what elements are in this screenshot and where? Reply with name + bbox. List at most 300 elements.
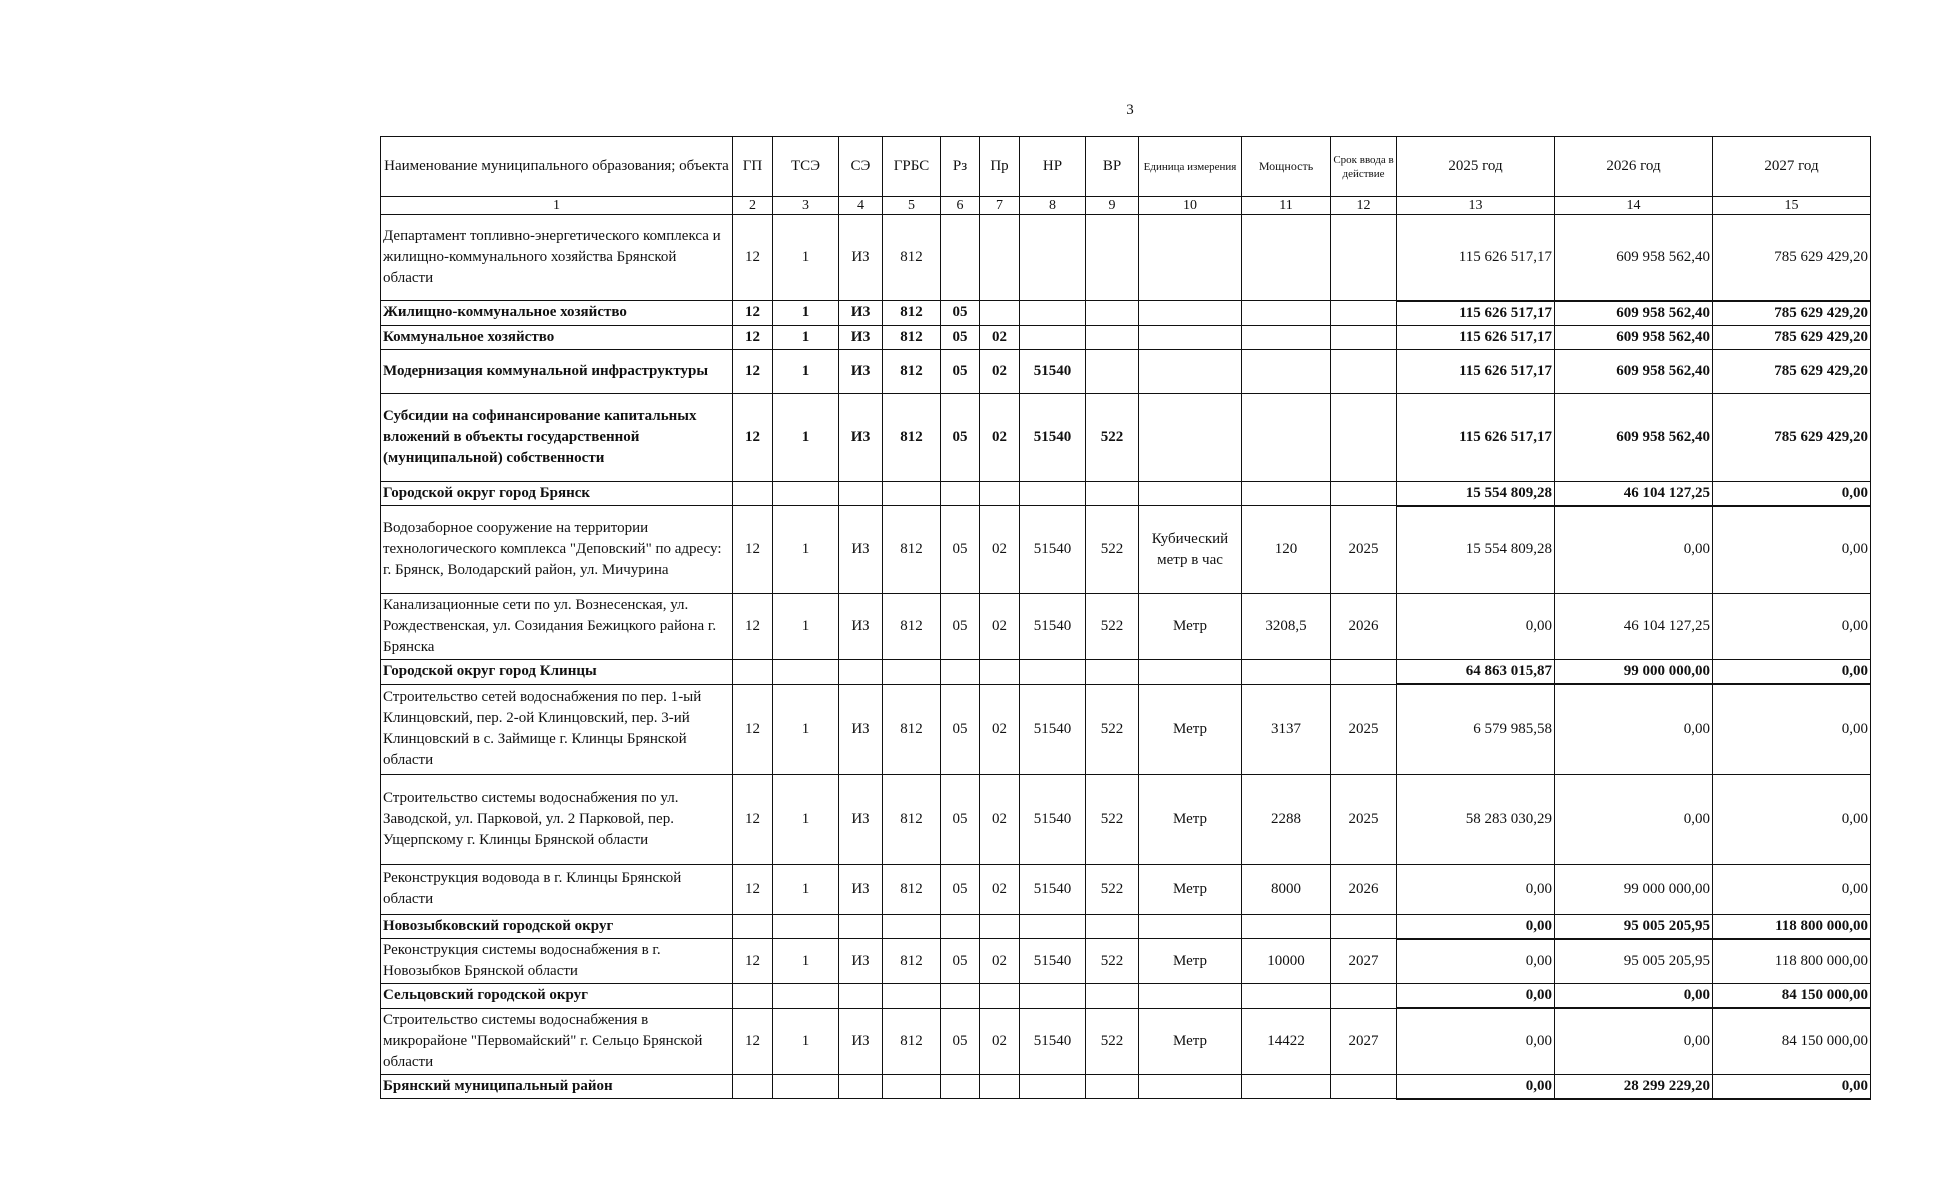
row-vr xyxy=(1086,301,1139,326)
column-number: 2 xyxy=(733,197,773,215)
row-nr: 51540 xyxy=(1020,684,1086,774)
row-vr: 522 xyxy=(1086,939,1139,984)
row-power: 14422 xyxy=(1242,1008,1331,1074)
row-gp xyxy=(733,481,773,506)
row-unit: Метр xyxy=(1139,939,1242,984)
row-grbs: 812 xyxy=(883,684,941,774)
row-rz: 05 xyxy=(941,939,980,984)
row-grbs: 812 xyxy=(883,325,941,349)
row-amount-2026: 28 299 229,20 xyxy=(1555,1074,1713,1099)
row-gp: 12 xyxy=(733,506,773,594)
row-amount-2027: 0,00 xyxy=(1713,594,1871,660)
row-grbs: 812 xyxy=(883,301,941,326)
row-grbs: 812 xyxy=(883,864,941,914)
row-amount-2026: 0,00 xyxy=(1555,984,1713,1009)
row-gp xyxy=(733,914,773,939)
row-name: Департамент топливно-энергетического комплекса и жилищно-коммунального хозяйства Брянской области xyxy=(381,215,733,301)
row-vr: 522 xyxy=(1086,393,1139,481)
row-se: ИЗ xyxy=(839,594,883,660)
row-se: ИЗ xyxy=(839,506,883,594)
row-grbs: 812 xyxy=(883,393,941,481)
column-number: 10 xyxy=(1139,197,1242,215)
row-pr xyxy=(980,481,1020,506)
header-2026: 2026 год xyxy=(1555,137,1713,197)
row-rz: 05 xyxy=(941,1008,980,1074)
row-grbs xyxy=(883,1074,941,1099)
row-pr: 02 xyxy=(980,349,1020,393)
row-amount-2027: 0,00 xyxy=(1713,864,1871,914)
table-row xyxy=(381,506,1871,594)
row-pr: 02 xyxy=(980,594,1020,660)
row-rz: 05 xyxy=(941,301,980,326)
row-power xyxy=(1242,481,1331,506)
row-power xyxy=(1242,1074,1331,1099)
row-rz xyxy=(941,481,980,506)
row-grbs: 812 xyxy=(883,774,941,864)
row-vr xyxy=(1086,325,1139,349)
column-number: 13 xyxy=(1397,197,1555,215)
row-rz xyxy=(941,1074,980,1099)
row-unit xyxy=(1139,984,1242,1009)
row-power xyxy=(1242,349,1331,393)
row-unit: Кубический метр в час xyxy=(1139,506,1242,594)
row-unit xyxy=(1139,393,1242,481)
row-power xyxy=(1242,393,1331,481)
header-pr: Пр xyxy=(980,137,1020,197)
row-term xyxy=(1331,325,1397,349)
row-vr: 522 xyxy=(1086,506,1139,594)
row-tse: 1 xyxy=(773,215,839,301)
row-se xyxy=(839,1074,883,1099)
row-tse: 1 xyxy=(773,939,839,984)
row-power xyxy=(1242,301,1331,326)
row-tse: 1 xyxy=(773,684,839,774)
page-number: 3 xyxy=(1126,102,1134,118)
table-row xyxy=(381,215,1871,301)
row-nr: 51540 xyxy=(1020,864,1086,914)
row-grbs: 812 xyxy=(883,349,941,393)
row-name: Строительство системы водоснабжения в микрорайоне "Первомайский" г. Сельцо Брянской области xyxy=(381,1008,733,1074)
row-grbs: 812 xyxy=(883,939,941,984)
table-row xyxy=(381,684,1871,774)
row-term xyxy=(1331,301,1397,326)
row-power xyxy=(1242,984,1331,1009)
row-se xyxy=(839,984,883,1009)
row-power: 8000 xyxy=(1242,864,1331,914)
row-pr xyxy=(980,301,1020,326)
row-amount-2026: 46 104 127,25 xyxy=(1555,594,1713,660)
row-amount-2027: 118 800 000,00 xyxy=(1713,914,1871,939)
row-grbs: 812 xyxy=(883,506,941,594)
row-amount-2026: 46 104 127,25 xyxy=(1555,481,1713,506)
row-gp: 12 xyxy=(733,301,773,326)
row-name: Реконструкция системы водоснабжения в г. Новозыбков Брянской области xyxy=(381,939,733,984)
row-unit xyxy=(1139,914,1242,939)
row-amount-2025: 15 554 809,28 xyxy=(1397,506,1555,594)
row-se: ИЗ xyxy=(839,215,883,301)
row-nr: 51540 xyxy=(1020,1008,1086,1074)
header-unit: Единица измерения xyxy=(1139,137,1242,197)
row-amount-2025: 0,00 xyxy=(1397,939,1555,984)
table-row xyxy=(381,914,1871,939)
row-term: 2025 xyxy=(1331,506,1397,594)
header-gp: ГП xyxy=(733,137,773,197)
row-amount-2027: 0,00 xyxy=(1713,774,1871,864)
row-term: 2026 xyxy=(1331,594,1397,660)
table-row xyxy=(381,594,1871,660)
row-name: Реконструкция водовода в г. Клинцы Брянской области xyxy=(381,864,733,914)
row-unit: Метр xyxy=(1139,774,1242,864)
row-se: ИЗ xyxy=(839,774,883,864)
row-vr xyxy=(1086,660,1139,685)
table-row xyxy=(381,1074,1871,1099)
row-se xyxy=(839,660,883,685)
row-tse: 1 xyxy=(773,1008,839,1074)
row-gp: 12 xyxy=(733,684,773,774)
row-power: 2288 xyxy=(1242,774,1331,864)
row-amount-2025: 0,00 xyxy=(1397,1074,1555,1099)
header-2025: 2025 год xyxy=(1397,137,1555,197)
row-se: ИЗ xyxy=(839,349,883,393)
header-term: Срок ввода в действие xyxy=(1331,137,1397,197)
row-tse: 1 xyxy=(773,864,839,914)
row-term xyxy=(1331,349,1397,393)
row-name: Новозыбковский городской округ xyxy=(381,914,733,939)
column-number: 11 xyxy=(1242,197,1331,215)
row-gp xyxy=(733,1074,773,1099)
row-tse xyxy=(773,1074,839,1099)
budget-table xyxy=(380,136,1871,1100)
row-pr: 02 xyxy=(980,939,1020,984)
row-gp: 12 xyxy=(733,939,773,984)
row-vr: 522 xyxy=(1086,774,1139,864)
row-grbs xyxy=(883,914,941,939)
row-nr: 51540 xyxy=(1020,594,1086,660)
row-amount-2025: 0,00 xyxy=(1397,984,1555,1009)
row-amount-2025: 0,00 xyxy=(1397,594,1555,660)
row-rz xyxy=(941,660,980,685)
row-vr xyxy=(1086,914,1139,939)
row-unit xyxy=(1139,1074,1242,1099)
row-rz xyxy=(941,215,980,301)
row-amount-2025: 115 626 517,17 xyxy=(1397,349,1555,393)
row-amount-2025: 15 554 809,28 xyxy=(1397,481,1555,506)
column-number: 6 xyxy=(941,197,980,215)
row-amount-2027: 0,00 xyxy=(1713,506,1871,594)
row-pr xyxy=(980,984,1020,1009)
row-tse: 1 xyxy=(773,774,839,864)
row-amount-2027: 785 629 429,20 xyxy=(1713,215,1871,301)
row-rz: 05 xyxy=(941,325,980,349)
row-grbs xyxy=(883,481,941,506)
column-number: 4 xyxy=(839,197,883,215)
row-tse: 1 xyxy=(773,506,839,594)
row-pr: 02 xyxy=(980,684,1020,774)
row-se: ИЗ xyxy=(839,1008,883,1074)
column-number: 8 xyxy=(1020,197,1086,215)
row-power: 10000 xyxy=(1242,939,1331,984)
row-nr: 51540 xyxy=(1020,506,1086,594)
row-name: Модернизация коммунальной инфраструктуры xyxy=(381,349,733,393)
header-nr: НР xyxy=(1020,137,1086,197)
row-tse: 1 xyxy=(773,301,839,326)
table-row xyxy=(381,481,1871,506)
row-name: Сельцовский городской округ xyxy=(381,984,733,1009)
row-amount-2025: 6 579 985,58 xyxy=(1397,684,1555,774)
row-term: 2025 xyxy=(1331,684,1397,774)
row-rz: 05 xyxy=(941,506,980,594)
row-rz xyxy=(941,984,980,1009)
row-grbs xyxy=(883,984,941,1009)
row-pr: 02 xyxy=(980,1008,1020,1074)
row-grbs: 812 xyxy=(883,215,941,301)
row-power: 3137 xyxy=(1242,684,1331,774)
row-power xyxy=(1242,325,1331,349)
row-tse: 1 xyxy=(773,594,839,660)
header-grbs: ГРБС xyxy=(883,137,941,197)
header-power: Мощность xyxy=(1242,137,1331,197)
row-gp: 12 xyxy=(733,864,773,914)
row-vr xyxy=(1086,215,1139,301)
row-unit xyxy=(1139,301,1242,326)
row-vr xyxy=(1086,1074,1139,1099)
row-rz: 05 xyxy=(941,349,980,393)
row-term: 2025 xyxy=(1331,774,1397,864)
row-gp xyxy=(733,984,773,1009)
row-grbs xyxy=(883,660,941,685)
row-term xyxy=(1331,1074,1397,1099)
row-pr: 02 xyxy=(980,325,1020,349)
row-amount-2027: 0,00 xyxy=(1713,1074,1871,1099)
row-vr: 522 xyxy=(1086,864,1139,914)
row-power xyxy=(1242,660,1331,685)
row-unit xyxy=(1139,481,1242,506)
row-nr xyxy=(1020,325,1086,349)
header-tse: ТСЭ xyxy=(773,137,839,197)
column-number: 1 xyxy=(381,197,733,215)
row-unit xyxy=(1139,660,1242,685)
header-rz: Рз xyxy=(941,137,980,197)
row-power xyxy=(1242,215,1331,301)
row-amount-2025: 115 626 517,17 xyxy=(1397,325,1555,349)
row-tse: 1 xyxy=(773,325,839,349)
row-se: ИЗ xyxy=(839,939,883,984)
row-gp xyxy=(733,660,773,685)
table-row xyxy=(381,660,1871,685)
row-name: Канализационные сети по ул. Вознесенская, ул. Рождественская, ул. Созидания Бежицкого района г. Брянска xyxy=(381,594,733,660)
row-unit: Метр xyxy=(1139,864,1242,914)
table-row xyxy=(381,939,1871,984)
row-rz xyxy=(941,914,980,939)
row-gp: 12 xyxy=(733,594,773,660)
row-term: 2026 xyxy=(1331,864,1397,914)
row-pr xyxy=(980,215,1020,301)
row-unit xyxy=(1139,215,1242,301)
row-amount-2025: 64 863 015,87 xyxy=(1397,660,1555,685)
row-tse xyxy=(773,481,839,506)
row-nr xyxy=(1020,660,1086,685)
row-unit xyxy=(1139,349,1242,393)
row-name: Брянский муниципальный район xyxy=(381,1074,733,1099)
row-rz: 05 xyxy=(941,684,980,774)
row-se: ИЗ xyxy=(839,301,883,326)
column-number: 9 xyxy=(1086,197,1139,215)
column-number-row xyxy=(381,197,1871,215)
row-vr: 522 xyxy=(1086,594,1139,660)
row-term: 2027 xyxy=(1331,1008,1397,1074)
row-pr: 02 xyxy=(980,774,1020,864)
row-amount-2026: 0,00 xyxy=(1555,506,1713,594)
row-rz: 05 xyxy=(941,393,980,481)
row-gp: 12 xyxy=(733,215,773,301)
table-body xyxy=(381,215,1871,1099)
row-term xyxy=(1331,215,1397,301)
row-amount-2026: 609 958 562,40 xyxy=(1555,215,1713,301)
table-row xyxy=(381,774,1871,864)
row-term xyxy=(1331,481,1397,506)
row-gp: 12 xyxy=(733,1008,773,1074)
row-nr xyxy=(1020,914,1086,939)
row-power: 120 xyxy=(1242,506,1331,594)
row-unit: Метр xyxy=(1139,1008,1242,1074)
row-unit: Метр xyxy=(1139,594,1242,660)
row-pr xyxy=(980,660,1020,685)
row-term xyxy=(1331,984,1397,1009)
row-se: ИЗ xyxy=(839,684,883,774)
row-nr xyxy=(1020,1074,1086,1099)
row-pr: 02 xyxy=(980,506,1020,594)
row-nr: 51540 xyxy=(1020,939,1086,984)
row-term xyxy=(1331,914,1397,939)
table-row xyxy=(381,325,1871,349)
row-amount-2027: 785 629 429,20 xyxy=(1713,393,1871,481)
row-amount-2027: 84 150 000,00 xyxy=(1713,1008,1871,1074)
row-amount-2025: 58 283 030,29 xyxy=(1397,774,1555,864)
row-se: ИЗ xyxy=(839,393,883,481)
row-gp: 12 xyxy=(733,393,773,481)
row-pr xyxy=(980,1074,1020,1099)
row-amount-2026: 0,00 xyxy=(1555,774,1713,864)
row-tse xyxy=(773,660,839,685)
column-number: 3 xyxy=(773,197,839,215)
header-row xyxy=(381,137,1871,197)
row-tse xyxy=(773,914,839,939)
row-name: Водозаборное сооружение на территории технологического комплекса "Деповский" по адресу: г. Брянск, Володарский район, ул. Мичурина xyxy=(381,506,733,594)
row-nr xyxy=(1020,215,1086,301)
row-pr: 02 xyxy=(980,864,1020,914)
row-se: ИЗ xyxy=(839,864,883,914)
row-vr: 522 xyxy=(1086,684,1139,774)
row-amount-2026: 99 000 000,00 xyxy=(1555,864,1713,914)
row-nr xyxy=(1020,301,1086,326)
row-tse: 1 xyxy=(773,349,839,393)
row-power xyxy=(1242,914,1331,939)
row-amount-2026: 95 005 205,95 xyxy=(1555,939,1713,984)
column-number: 14 xyxy=(1555,197,1713,215)
row-grbs: 812 xyxy=(883,1008,941,1074)
row-amount-2025: 0,00 xyxy=(1397,1008,1555,1074)
header-name: Наименование муниципального образования; объекта xyxy=(381,137,733,197)
row-amount-2025: 115 626 517,17 xyxy=(1397,215,1555,301)
row-amount-2025: 0,00 xyxy=(1397,914,1555,939)
row-amount-2027: 785 629 429,20 xyxy=(1713,349,1871,393)
row-rz: 05 xyxy=(941,594,980,660)
row-pr: 02 xyxy=(980,393,1020,481)
row-nr: 51540 xyxy=(1020,349,1086,393)
row-nr: 51540 xyxy=(1020,774,1086,864)
row-se xyxy=(839,481,883,506)
column-number: 5 xyxy=(883,197,941,215)
row-term: 2027 xyxy=(1331,939,1397,984)
row-name: Городской округ город Клинцы xyxy=(381,660,733,685)
row-grbs: 812 xyxy=(883,594,941,660)
row-unit xyxy=(1139,325,1242,349)
column-number: 12 xyxy=(1331,197,1397,215)
row-name: Строительство системы водоснабжения по ул. Заводской, ул. Парковой, ул. 2 Парковой, пер. Ущерпскому г. Клинцы Брянской области xyxy=(381,774,733,864)
row-amount-2025: 0,00 xyxy=(1397,864,1555,914)
row-se: ИЗ xyxy=(839,325,883,349)
row-amount-2026: 609 958 562,40 xyxy=(1555,301,1713,326)
table-row xyxy=(381,984,1871,1009)
row-name: Городской округ город Брянск xyxy=(381,481,733,506)
row-amount-2027: 0,00 xyxy=(1713,660,1871,685)
row-amount-2027: 785 629 429,20 xyxy=(1713,325,1871,349)
row-rz: 05 xyxy=(941,864,980,914)
row-se xyxy=(839,914,883,939)
row-unit: Метр xyxy=(1139,684,1242,774)
column-number: 7 xyxy=(980,197,1020,215)
row-amount-2025: 115 626 517,17 xyxy=(1397,301,1555,326)
row-amount-2027: 0,00 xyxy=(1713,684,1871,774)
row-gp: 12 xyxy=(733,349,773,393)
row-power: 3208,5 xyxy=(1242,594,1331,660)
row-name: Жилищно-коммунальное хозяйство xyxy=(381,301,733,326)
row-amount-2026: 0,00 xyxy=(1555,684,1713,774)
row-vr xyxy=(1086,349,1139,393)
row-gp: 12 xyxy=(733,325,773,349)
table-row xyxy=(381,349,1871,393)
row-amount-2025: 115 626 517,17 xyxy=(1397,393,1555,481)
table-row xyxy=(381,301,1871,326)
row-gp: 12 xyxy=(733,774,773,864)
row-name: Коммунальное хозяйство xyxy=(381,325,733,349)
row-amount-2027: 785 629 429,20 xyxy=(1713,301,1871,326)
row-amount-2026: 609 958 562,40 xyxy=(1555,325,1713,349)
header-se: СЭ xyxy=(839,137,883,197)
row-vr xyxy=(1086,481,1139,506)
row-term xyxy=(1331,660,1397,685)
row-term xyxy=(1331,393,1397,481)
row-vr: 522 xyxy=(1086,1008,1139,1074)
row-amount-2027: 0,00 xyxy=(1713,481,1871,506)
row-pr xyxy=(980,914,1020,939)
row-name: Строительство сетей водоснабжения по пер. 1-ый Клинцовский, пер. 2-ой Клинцовский, пер. 3-ий Клинцовский в с. Займище г. Клинцы Брянской области xyxy=(381,684,733,774)
row-tse: 1 xyxy=(773,393,839,481)
row-amount-2027: 118 800 000,00 xyxy=(1713,939,1871,984)
row-nr xyxy=(1020,481,1086,506)
header-2027: 2027 год xyxy=(1713,137,1871,197)
row-amount-2026: 609 958 562,40 xyxy=(1555,393,1713,481)
row-nr: 51540 xyxy=(1020,393,1086,481)
row-amount-2026: 609 958 562,40 xyxy=(1555,349,1713,393)
row-amount-2026: 0,00 xyxy=(1555,1008,1713,1074)
row-name: Субсидии на софинансирование капитальных вложений в объекты государственной (муниципальной) собственности xyxy=(381,393,733,481)
row-amount-2027: 84 150 000,00 xyxy=(1713,984,1871,1009)
row-tse xyxy=(773,984,839,1009)
table-row xyxy=(381,1008,1871,1074)
column-number: 15 xyxy=(1713,197,1871,215)
row-nr xyxy=(1020,984,1086,1009)
